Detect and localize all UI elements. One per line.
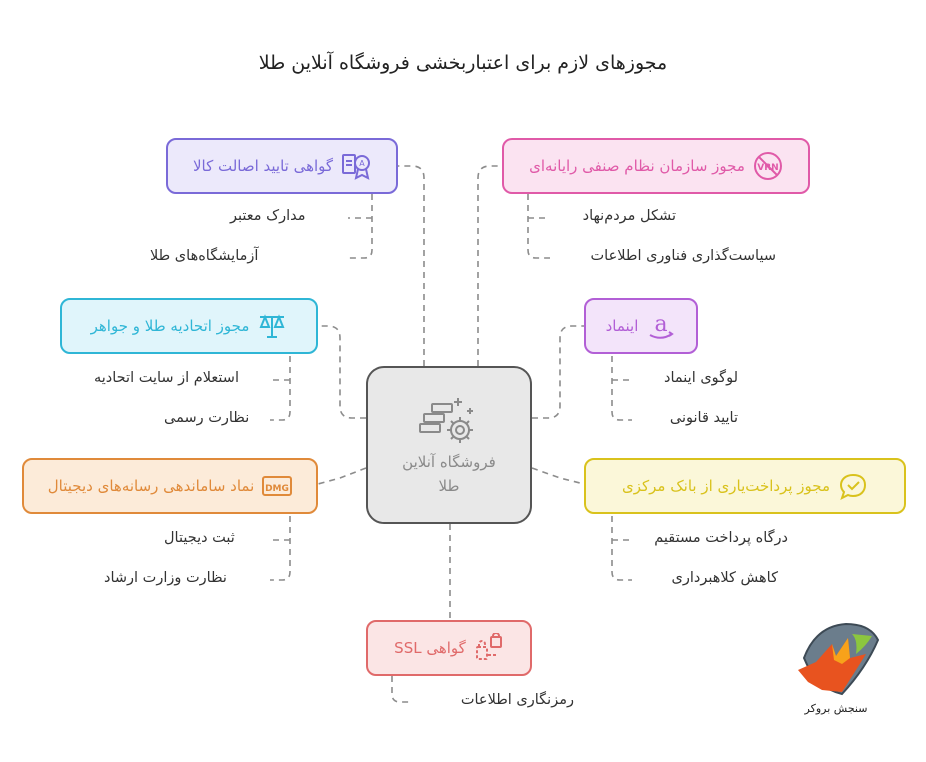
child-label: تشکل مردم‌نهاد — [582, 208, 676, 224]
dmg-icon — [262, 471, 292, 501]
child-label: استعلام از سایت اتحادیه — [94, 370, 239, 386]
svg-text:A: A — [359, 159, 365, 168]
svg-text:a: a — [654, 312, 668, 337]
node-label: مجوز پرداخت‌یاری از بانک مرکزی — [621, 477, 831, 495]
child-label: رمزنگاری اطلاعات — [460, 692, 574, 708]
child-label: درگاه پرداخت مستقیم — [654, 530, 788, 546]
gold-bars-gear-icon — [418, 392, 480, 450]
center-node — [366, 366, 532, 524]
child-label: آزمایشگاه‌های طلا — [150, 248, 259, 264]
svg-text:VRN: VRN — [757, 163, 779, 173]
node-ssl-certificate — [366, 620, 532, 676]
node-label: اینماد — [605, 317, 639, 335]
node-label: نماد ساماندهی رسانه‌های دیجیتال — [47, 477, 255, 495]
child-label: کاهش کلاهبرداری — [671, 570, 778, 586]
child-label: نظارت رسمی — [164, 410, 250, 426]
child-label: ثبت دیجیتال — [164, 530, 235, 546]
node-payment-license — [584, 458, 906, 514]
child-label: سیاست‌گذاری فناوری اطلاعات — [590, 248, 776, 264]
page-title: مجوزهای لازم برای اعتباربخشی فروشگاه آنلاین طلا — [258, 52, 668, 74]
chat-check-icon — [838, 471, 868, 501]
scales-icon — [257, 311, 287, 341]
node-enamad — [584, 298, 698, 354]
ssl-lock-icon — [474, 633, 504, 663]
child-label: مدارک معتبر — [230, 208, 306, 224]
certificate-badge-icon — [341, 151, 371, 181]
child-label: لوگوی اینماد — [664, 370, 738, 386]
node-gold-union-license — [60, 298, 318, 354]
child-label: تایید قانونی — [669, 410, 738, 426]
center-label: فروشگاه آنلاین طلا — [402, 453, 496, 495]
node-computer-guild-license — [502, 138, 810, 194]
vrn-icon — [753, 151, 783, 181]
node-label: مجوز اتحادیه طلا و جواهر — [90, 317, 250, 335]
logo-text: سنجش بروکر — [804, 702, 868, 715]
child-label: نظارت وزارت ارشاد — [104, 570, 227, 586]
node-digital-media-license — [22, 458, 318, 514]
node-label: گواهی تایید اصالت کالا — [192, 157, 334, 175]
node-label: گواهی SSL — [394, 639, 466, 657]
node-label: مجوز سازمان نظام صنفی رایانه‌ای — [529, 157, 745, 175]
node-authenticity-certificate — [166, 138, 398, 194]
svg-text:DMG: DMG — [265, 484, 290, 494]
amazon-a-icon — [646, 311, 676, 341]
